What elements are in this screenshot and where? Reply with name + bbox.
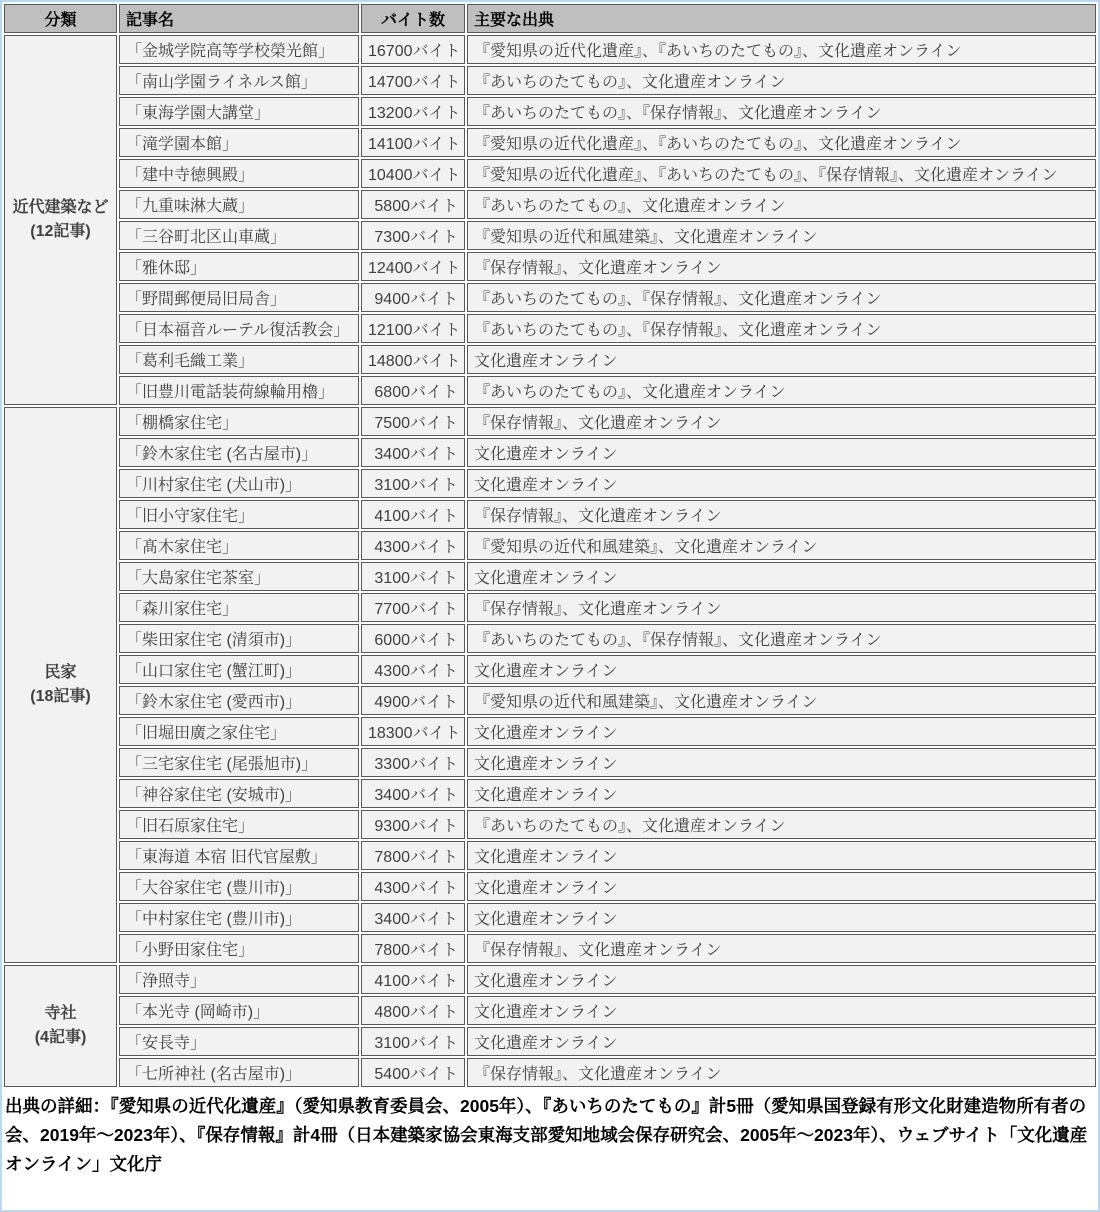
table-row — [4, 190, 1096, 219]
table-row — [4, 97, 1096, 126]
article-name-cell: 「大谷家住宅 (豊川市)」 — [119, 872, 359, 901]
sources-cell: 文化遺産オンライン — [467, 996, 1096, 1025]
article-name-cell: 「安長寺」 — [119, 1027, 359, 1056]
byte-count-cell: 13200バイト — [361, 97, 465, 126]
byte-count-cell: 6000バイト — [361, 624, 465, 653]
table-row — [4, 624, 1096, 653]
sources-cell: 『あいちのたてもの』、『保存情報』、文化遺産オンライン — [467, 97, 1096, 126]
sources-cell: 文化遺産オンライン — [467, 903, 1096, 932]
byte-count-cell: 3100バイト — [361, 562, 465, 591]
table-row — [4, 438, 1096, 467]
category-cell — [4, 965, 117, 1087]
article-name-cell: 「森川家住宅」 — [119, 593, 359, 622]
sources-cell: 文化遺産オンライン — [467, 717, 1096, 746]
article-name-cell: 「棚橋家住宅」 — [119, 407, 359, 436]
byte-count-cell: 10400バイト — [361, 159, 465, 188]
column-header-bytes: バイト数 — [361, 4, 465, 33]
byte-count-cell: 4800バイト — [361, 996, 465, 1025]
sources-cell: 『保存情報』、文化遺産オンライン — [467, 252, 1096, 281]
sources-cell: 『愛知県の近代和風建築』、文化遺産オンライン — [467, 221, 1096, 250]
byte-count-cell: 14800バイト — [361, 345, 465, 374]
table-row — [4, 1027, 1096, 1056]
table-row — [4, 841, 1096, 870]
header-row — [4, 4, 1096, 33]
article-name-cell: 「鈴木家住宅 (名古屋市)」 — [119, 438, 359, 467]
source-details-note: 出典の詳細：『愛知県の近代化遺産』（愛知県教育委員会、2005年）、『あいちのたてもの』計5冊（愛知県国登録有形文化財建造物所有者の会、2019年～2023年）、『保存情報』計4冊（日本建築家協会東海支部愛知地域会保存研究会、2005年～2023年）、ウェブサイト「文化遺産オンライン」文化庁 — [5, 1096, 1088, 1174]
byte-count-cell: 4100バイト — [361, 965, 465, 994]
table-row — [4, 655, 1096, 684]
category-count: (18記事) — [30, 688, 91, 705]
category-count: (12記事) — [30, 223, 91, 240]
sources-cell: 『愛知県の近代化遺産』、『あいちのたてもの』、文化遺産オンライン — [467, 128, 1096, 157]
sources-cell: 文化遺産オンライン — [467, 965, 1096, 994]
table-row — [4, 128, 1096, 157]
byte-count-cell: 9400バイト — [361, 283, 465, 312]
table-row — [4, 376, 1096, 405]
table-row — [4, 686, 1096, 715]
column-header-article: 記事名 — [119, 4, 359, 33]
article-name-cell: 「髙木家住宅」 — [119, 531, 359, 560]
table-row — [4, 934, 1096, 963]
article-name-cell: 「野間郵便局旧局舎」 — [119, 283, 359, 312]
article-name-cell: 「柴田家住宅 (清須市)」 — [119, 624, 359, 653]
table-row — [4, 562, 1096, 591]
byte-count-cell: 18300バイト — [361, 717, 465, 746]
article-name-cell: 「小野田家住宅」 — [119, 934, 359, 963]
table-row — [4, 500, 1096, 529]
byte-count-cell: 4300バイト — [361, 531, 465, 560]
table-row — [4, 407, 1096, 436]
article-name-cell: 「金城学院高等学校榮光館」 — [119, 35, 359, 64]
article-name-cell: 「東海学園大講堂」 — [119, 97, 359, 126]
byte-count-cell: 14100バイト — [361, 128, 465, 157]
sources-cell: 『保存情報』、文化遺産オンライン — [467, 500, 1096, 529]
sources-cell: 文化遺産オンライン — [467, 779, 1096, 808]
table-row — [4, 810, 1096, 839]
sources-cell: 『あいちのたてもの』、文化遺産オンライン — [467, 810, 1096, 839]
sources-cell: 文化遺産オンライン — [467, 872, 1096, 901]
article-name-cell: 「大島家住宅茶室」 — [119, 562, 359, 591]
article-name-cell: 「東海道 本宿 旧代官屋敷」 — [119, 841, 359, 870]
byte-count-cell: 4300バイト — [361, 872, 465, 901]
sources-cell: 『あいちのたてもの』、文化遺産オンライン — [467, 66, 1096, 95]
table-row — [4, 779, 1096, 808]
byte-count-cell: 3400バイト — [361, 779, 465, 808]
article-name-cell: 「本光寺 (岡崎市)」 — [119, 996, 359, 1025]
table-body — [4, 35, 1096, 1087]
byte-count-cell: 5800バイト — [361, 190, 465, 219]
article-name-cell: 「鈴木家住宅 (愛西市)」 — [119, 686, 359, 715]
table-row — [4, 252, 1096, 281]
category-label: 民家 — [44, 664, 77, 681]
table-row — [4, 345, 1096, 374]
table-row — [4, 469, 1096, 498]
byte-count-cell: 3400バイト — [361, 903, 465, 932]
byte-count-cell: 7700バイト — [361, 593, 465, 622]
table-row — [4, 283, 1096, 312]
sources-cell: 文化遺産オンライン — [467, 1027, 1096, 1056]
article-name-cell: 「中村家住宅 (豊川市)」 — [119, 903, 359, 932]
table-row — [4, 965, 1096, 994]
byte-count-cell: 6800バイト — [361, 376, 465, 405]
article-name-cell: 「七所神社 (名古屋市)」 — [119, 1058, 359, 1087]
column-header-sources: 主要な出典 — [467, 4, 1096, 33]
byte-count-cell: 12400バイト — [361, 252, 465, 281]
byte-count-cell: 16700バイト — [361, 35, 465, 64]
article-name-cell: 「葛利毛織工業」 — [119, 345, 359, 374]
sources-cell: 『愛知県の近代和風建築』、文化遺産オンライン — [467, 531, 1096, 560]
article-name-cell: 「三谷町北区山車蔵」 — [119, 221, 359, 250]
table-row — [4, 872, 1096, 901]
sources-cell: 文化遺産オンライン — [467, 655, 1096, 684]
category-cell — [4, 407, 117, 963]
article-name-cell: 「建中寺徳興殿」 — [119, 159, 359, 188]
sources-cell: 『あいちのたてもの』、文化遺産オンライン — [467, 190, 1096, 219]
sources-cell: 『保存情報』、文化遺産オンライン — [467, 407, 1096, 436]
article-name-cell: 「浄照寺」 — [119, 965, 359, 994]
table-row — [4, 531, 1096, 560]
articles-table — [2, 2, 1098, 1089]
byte-count-cell: 4100バイト — [361, 500, 465, 529]
table-row — [4, 748, 1096, 777]
table-row — [4, 159, 1096, 188]
sources-cell: 文化遺産オンライン — [467, 345, 1096, 374]
article-name-cell: 「旧豊川電話装荷線輪用櫓」 — [119, 376, 359, 405]
byte-count-cell: 3100バイト — [361, 469, 465, 498]
sources-cell: 『あいちのたてもの』、『保存情報』、文化遺産オンライン — [467, 314, 1096, 343]
article-name-cell: 「旧小守家住宅」 — [119, 500, 359, 529]
sources-cell: 『あいちのたてもの』、文化遺産オンライン — [467, 376, 1096, 405]
byte-count-cell: 9300バイト — [361, 810, 465, 839]
table-row — [4, 717, 1096, 746]
sources-cell: 文化遺産オンライン — [467, 438, 1096, 467]
category-count: (4記事) — [34, 1029, 87, 1046]
article-name-cell: 「日本福音ルーテル復活教会」 — [119, 314, 359, 343]
category-label: 近代建築など — [12, 199, 109, 216]
sources-cell: 文化遺産オンライン — [467, 469, 1096, 498]
byte-count-cell: 12100バイト — [361, 314, 465, 343]
article-name-cell: 「九重味淋大蔵」 — [119, 190, 359, 219]
sources-cell: 『愛知県の近代和風建築』、文化遺産オンライン — [467, 686, 1096, 715]
sources-cell: 文化遺産オンライン — [467, 748, 1096, 777]
byte-count-cell: 7300バイト — [361, 221, 465, 250]
sources-cell: 『保存情報』、文化遺産オンライン — [467, 934, 1096, 963]
article-name-cell: 「南山学園ライネルス館」 — [119, 66, 359, 95]
sources-cell: 『愛知県の近代化遺産』、『あいちのたてもの』、文化遺産オンライン — [467, 35, 1096, 64]
column-header-category: 分類 — [4, 4, 117, 33]
sources-cell: 『あいちのたてもの』、『保存情報』、文化遺産オンライン — [467, 624, 1096, 653]
table-row — [4, 314, 1096, 343]
table-row — [4, 593, 1096, 622]
sources-cell: 『保存情報』、文化遺産オンライン — [467, 1058, 1096, 1087]
article-name-cell: 「滝学園本館」 — [119, 128, 359, 157]
article-name-cell: 「旧石原家住宅」 — [119, 810, 359, 839]
article-name-cell: 「三宅家住宅 (尾張旭市)」 — [119, 748, 359, 777]
article-name-cell: 「山口家住宅 (蟹江町)」 — [119, 655, 359, 684]
table-row — [4, 1058, 1096, 1087]
sources-cell: 『保存情報』、文化遺産オンライン — [467, 593, 1096, 622]
article-name-cell: 「川村家住宅 (犬山市)」 — [119, 469, 359, 498]
article-name-cell: 「旧堀田廣之家住宅」 — [119, 717, 359, 746]
byte-count-cell: 7800バイト — [361, 841, 465, 870]
sources-cell: 文化遺産オンライン — [467, 841, 1096, 870]
sources-cell: 『愛知県の近代化遺産』、『あいちのたてもの』、『保存情報』、文化遺産オンライン — [467, 159, 1096, 188]
byte-count-cell: 14700バイト — [361, 66, 465, 95]
category-label: 寺社 — [44, 1005, 77, 1022]
byte-count-cell: 5400バイト — [361, 1058, 465, 1087]
byte-count-cell: 3300バイト — [361, 748, 465, 777]
sources-cell: 文化遺産オンライン — [467, 562, 1096, 591]
byte-count-cell: 7800バイト — [361, 934, 465, 963]
sources-cell: 『あいちのたてもの』、『保存情報』、文化遺産オンライン — [467, 283, 1096, 312]
article-name-cell: 「神谷家住宅 (安城市)」 — [119, 779, 359, 808]
table-row — [4, 903, 1096, 932]
table-row — [4, 35, 1096, 64]
byte-count-cell: 3100バイト — [361, 1027, 465, 1056]
byte-count-cell: 4900バイト — [361, 686, 465, 715]
article-name-cell: 「雅休邸」 — [119, 252, 359, 281]
category-cell — [4, 35, 117, 405]
byte-count-cell: 3400バイト — [361, 438, 465, 467]
table-row — [4, 66, 1096, 95]
byte-count-cell: 7500バイト — [361, 407, 465, 436]
byte-count-cell: 4300バイト — [361, 655, 465, 684]
table-row — [4, 221, 1096, 250]
table-row — [4, 996, 1096, 1025]
